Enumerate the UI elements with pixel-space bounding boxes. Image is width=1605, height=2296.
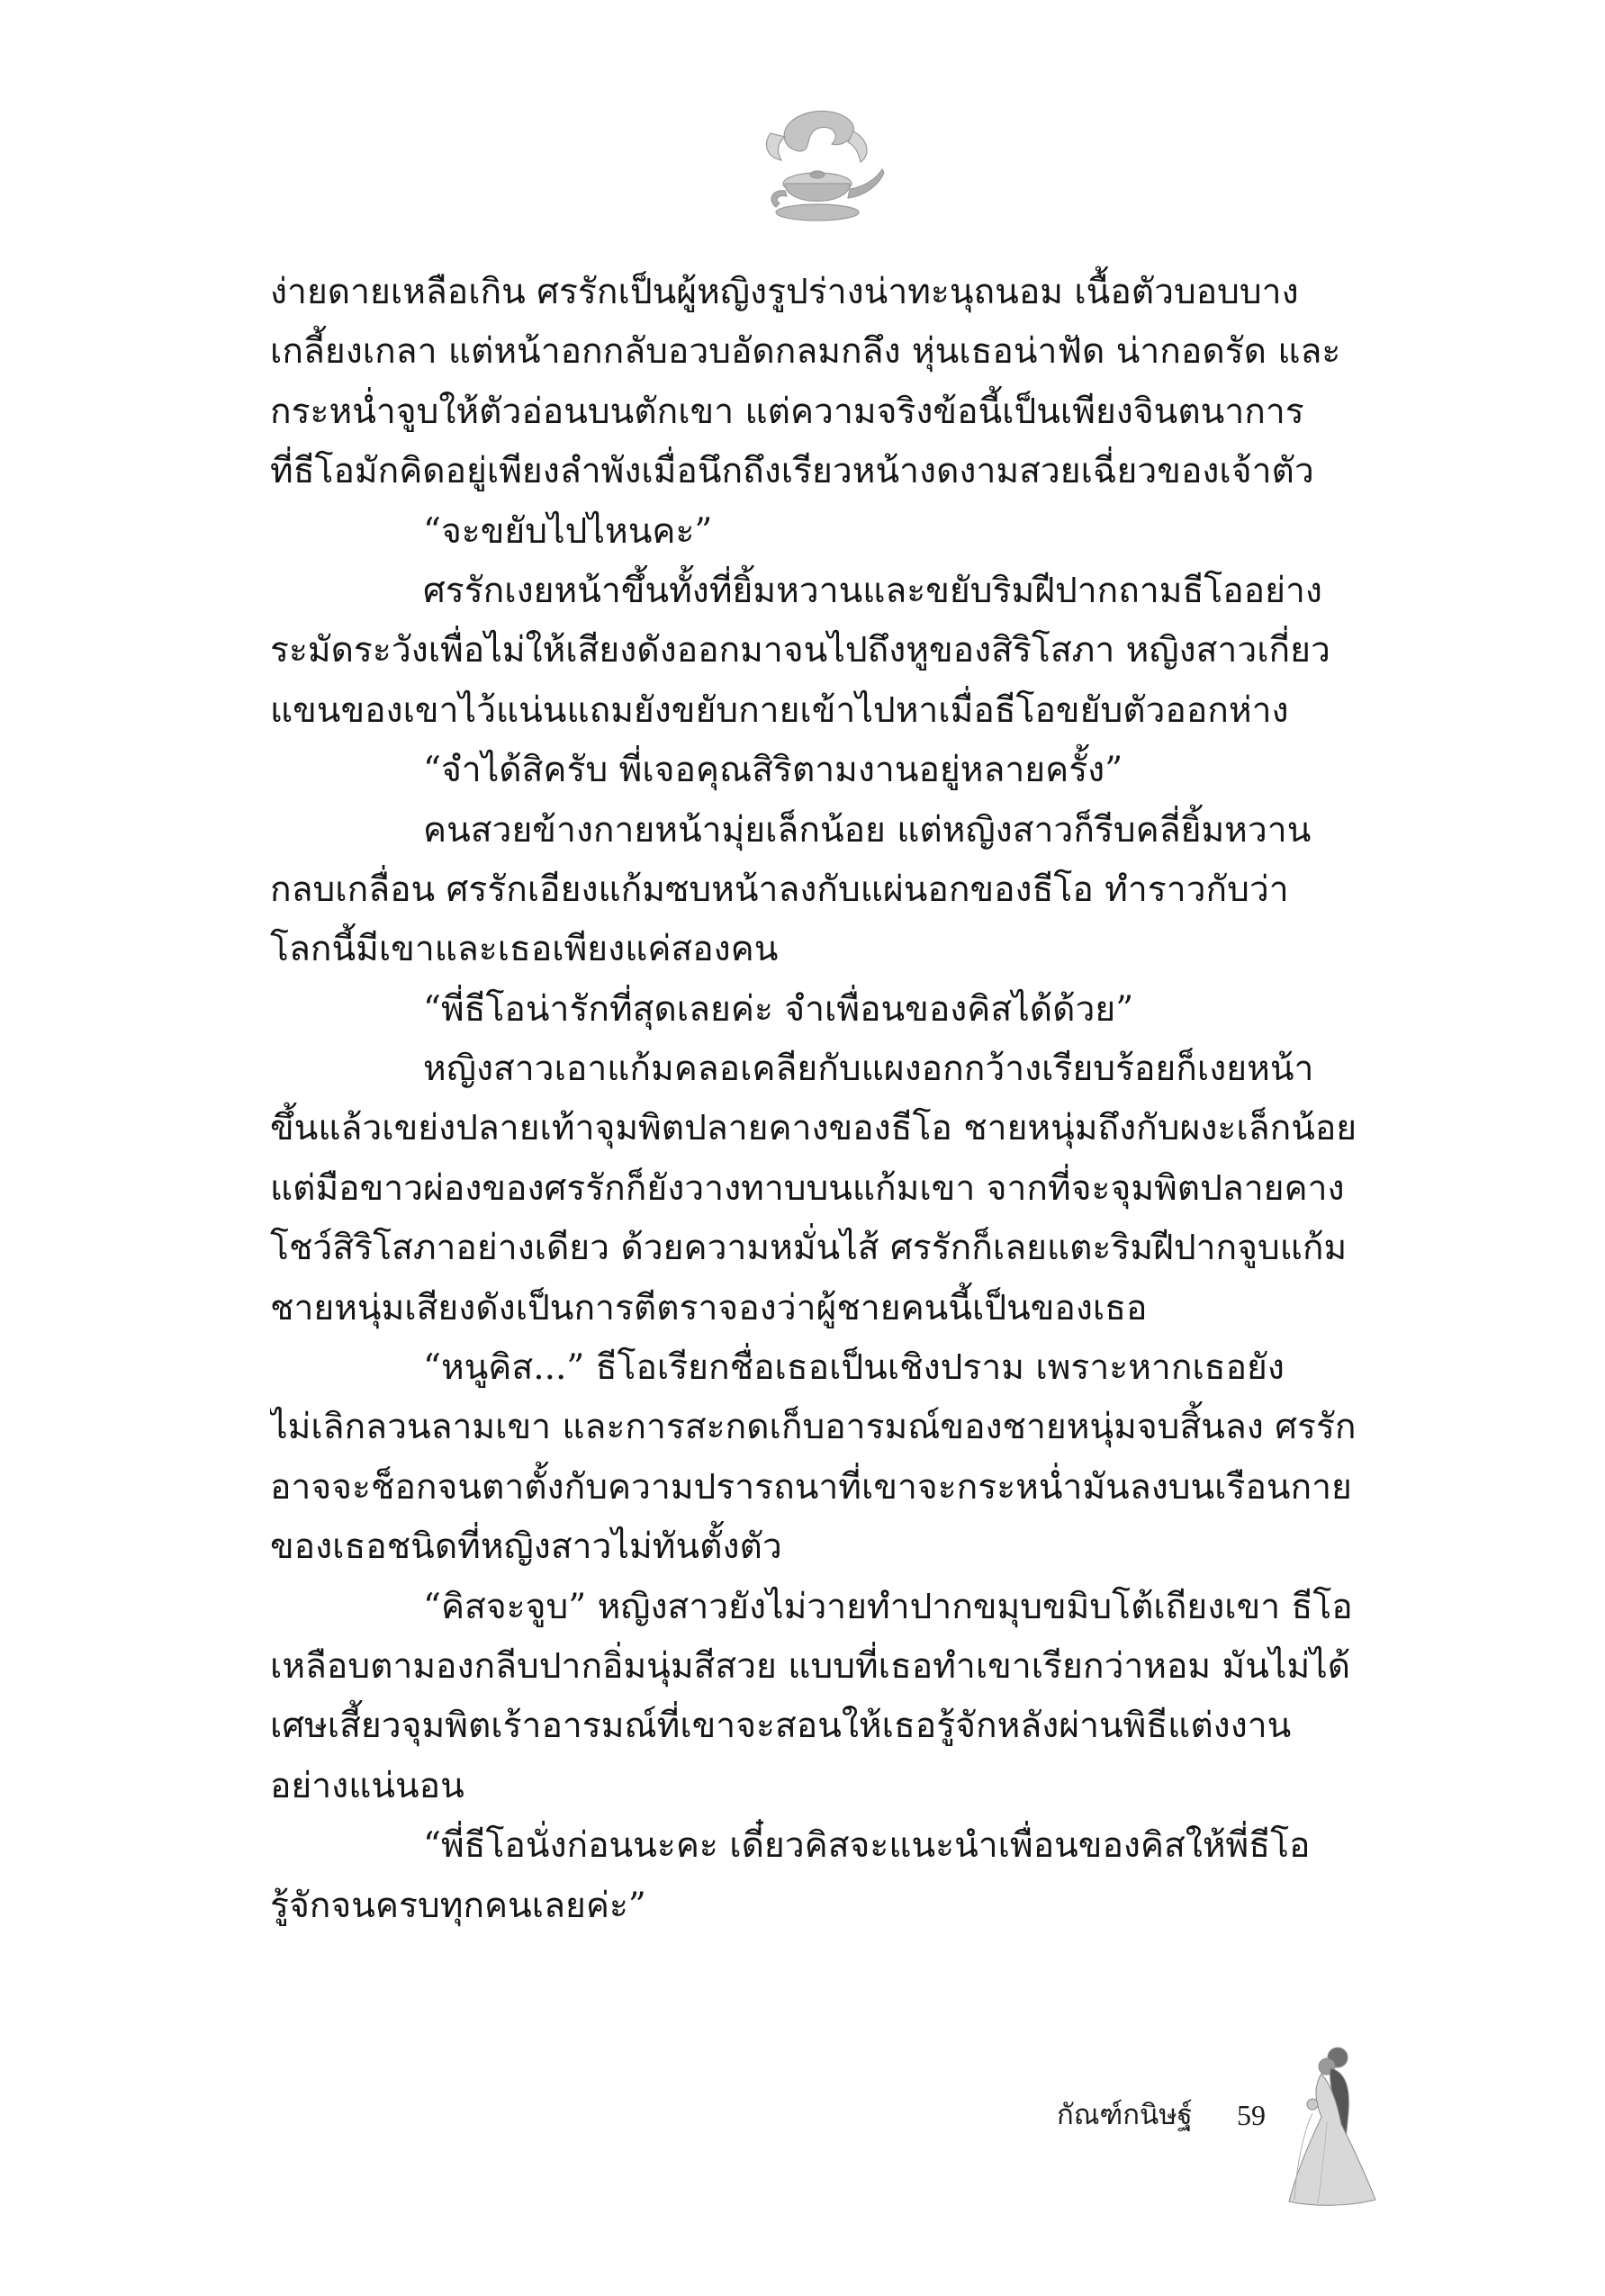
- text-line: กระหน่ำจูบให้ตัวอ่อนบนตักเขา แต่ความจริงข้อนี้เป็นเพียงจินตนาการ: [270, 391, 1304, 432]
- text-line: ง่ายดายเหลือเกิน ศรรักเป็นผู้หญิงรูปร่างน่าทะนุถนอม เนื้อตัวบอบบาง: [270, 272, 1299, 312]
- wedding-couple-icon: [1285, 2041, 1383, 2209]
- dialogue-line: “จะขยับไปไหนคะ”: [423, 510, 713, 552]
- text-line: ชายหนุ่มเสียงดังเป็นการตีตราจองว่าผู้ชายคนนี้เป็นของเธอ: [270, 1287, 1148, 1328]
- text-line: เศษเสี้ยวจุมพิตเร้าอารมณ์ที่เขาจะสอนให้เธอรู้จักหลังผ่านพิธีแต่งงาน: [270, 1706, 1292, 1747]
- text-line: เกลี้ยงเกลา แต่หน้าอกกลับอวบอัดกลมกลึง หุ่นเธอน่าฟัด น่ากอดรัด และ: [270, 331, 1341, 373]
- dialogue-line: “คิสจะจูบ” หญิงสาวยังไม่วายทำปากขมุบขมิบโต้เถียงเขา ธีโอ: [423, 1586, 1353, 1627]
- dialogue-line: “จำได้สิครับ พี่เจอคุณสิริตามงานอยู่หลายครั้ง”: [423, 750, 1123, 791]
- text-line: ของเธอชนิดที่หญิงสาวไม่ทันตั้งตัว: [270, 1526, 782, 1568]
- text-line: ระมัดระวังเพื่อไม่ให้เสียงดังออกมาจนไปถึงหูของสิริโสภา หญิงสาวเกี่ยว: [270, 630, 1330, 671]
- paragraph-start-line: คนสวยข้างกายหน้ามุ่ยเล็กน้อย แต่หญิงสาวก็รีบคลี่ยิ้มหวาน: [423, 809, 1312, 851]
- text-line: กลบเกลื่อน ศรรักเอียงแก้มซบหน้าลงกับแผ่นอกของธีโอ ทำราวกับว่า: [270, 869, 1289, 910]
- text-line: โลกนี้มีเขาและเธอเพียงแค่สองคน: [270, 929, 779, 970]
- paragraph-start-line: ศรรักเงยหน้าขึ้นทั้งที่ยิ้มหวานและขยับริมฝีปากถามธีโออย่าง: [423, 570, 1322, 611]
- dialogue-line: “พี่ธีโอน่ารักที่สุดเลยค่ะ จำเพื่อนของคิสได้ด้วย”: [423, 988, 1134, 1030]
- dialogue-line: “พี่ธีโอนั่งก่อนนะคะ เดี๋ยวคิสจะแนะนำเพื่อนของคิสให้พี่ธีโอ: [423, 1825, 1311, 1867]
- body-text: [270, 263, 1409, 1936]
- text-line: ที่ธีโอมักคิดอยู่เพียงลำพังเมื่อนึกถึงเรียวหน้างดงามสวยเฉี่ยวของเจ้าตัว: [270, 451, 1314, 492]
- text-line: รู้จักจนครบทุกคนเลยค่ะ”: [270, 1885, 646, 1926]
- text-line: โชว์สิริโสภาอย่างเดียว ด้วยความหมั่นไส้ ศรรักก็เลยแตะริมฝีปากจูบแก้ม: [270, 1228, 1348, 1269]
- text-line: เหลือบตามองกลีบปากอิ่มนุ่มสีสวย แบบที่เธอทำเขาเรียกว่าหอม มันไม่ได้: [270, 1645, 1351, 1687]
- teapot-emblem-icon: [753, 106, 888, 232]
- text-line: อาจจะช็อกจนตาตั้งกับความปรารถนาที่เขาจะกระหน่ำมันลงบนเรือนกาย: [270, 1466, 1352, 1508]
- text-line: แต่มือขาวผ่องของศรรักก็ยังวางทาบบนแก้มเขา จากที่จะจุมพิตปลายคาง: [270, 1167, 1345, 1209]
- text-line: อย่างแน่นอน: [270, 1765, 464, 1806]
- dialogue-line: “หนูคิส...” ธีโอเรียกชื่อเธอเป็นเชิงปราม เพราะหากเธอยัง: [423, 1347, 1285, 1389]
- text-line: ขึ้นแล้วเขย่งปลายเท้าจุมพิตปลายคางของธีโอ ชายหนุ่มถึงกับผงะเล็กน้อย: [270, 1108, 1357, 1149]
- text-line: ไม่เลิกลวนลามเขา และการสะกดเก็บอารมณ์ของชายหนุ่มจบสิ้นลง ศรรัก: [270, 1407, 1357, 1448]
- text-line: แขนของเขาไว้แน่นแถมยังขยับกายเข้าไปหาเมื่อธีโอขยับตัวออกห่าง: [270, 689, 1289, 731]
- paragraph-start-line: หญิงสาวเอาแก้มคลอเคลียกับแผงอกกว้างเรียบร้อยก็เงยหน้า: [423, 1049, 1314, 1090]
- book-title: กัณฑ์กนิษฐ์: [1057, 2099, 1193, 2131]
- page-number: 59: [1237, 2099, 1266, 2131]
